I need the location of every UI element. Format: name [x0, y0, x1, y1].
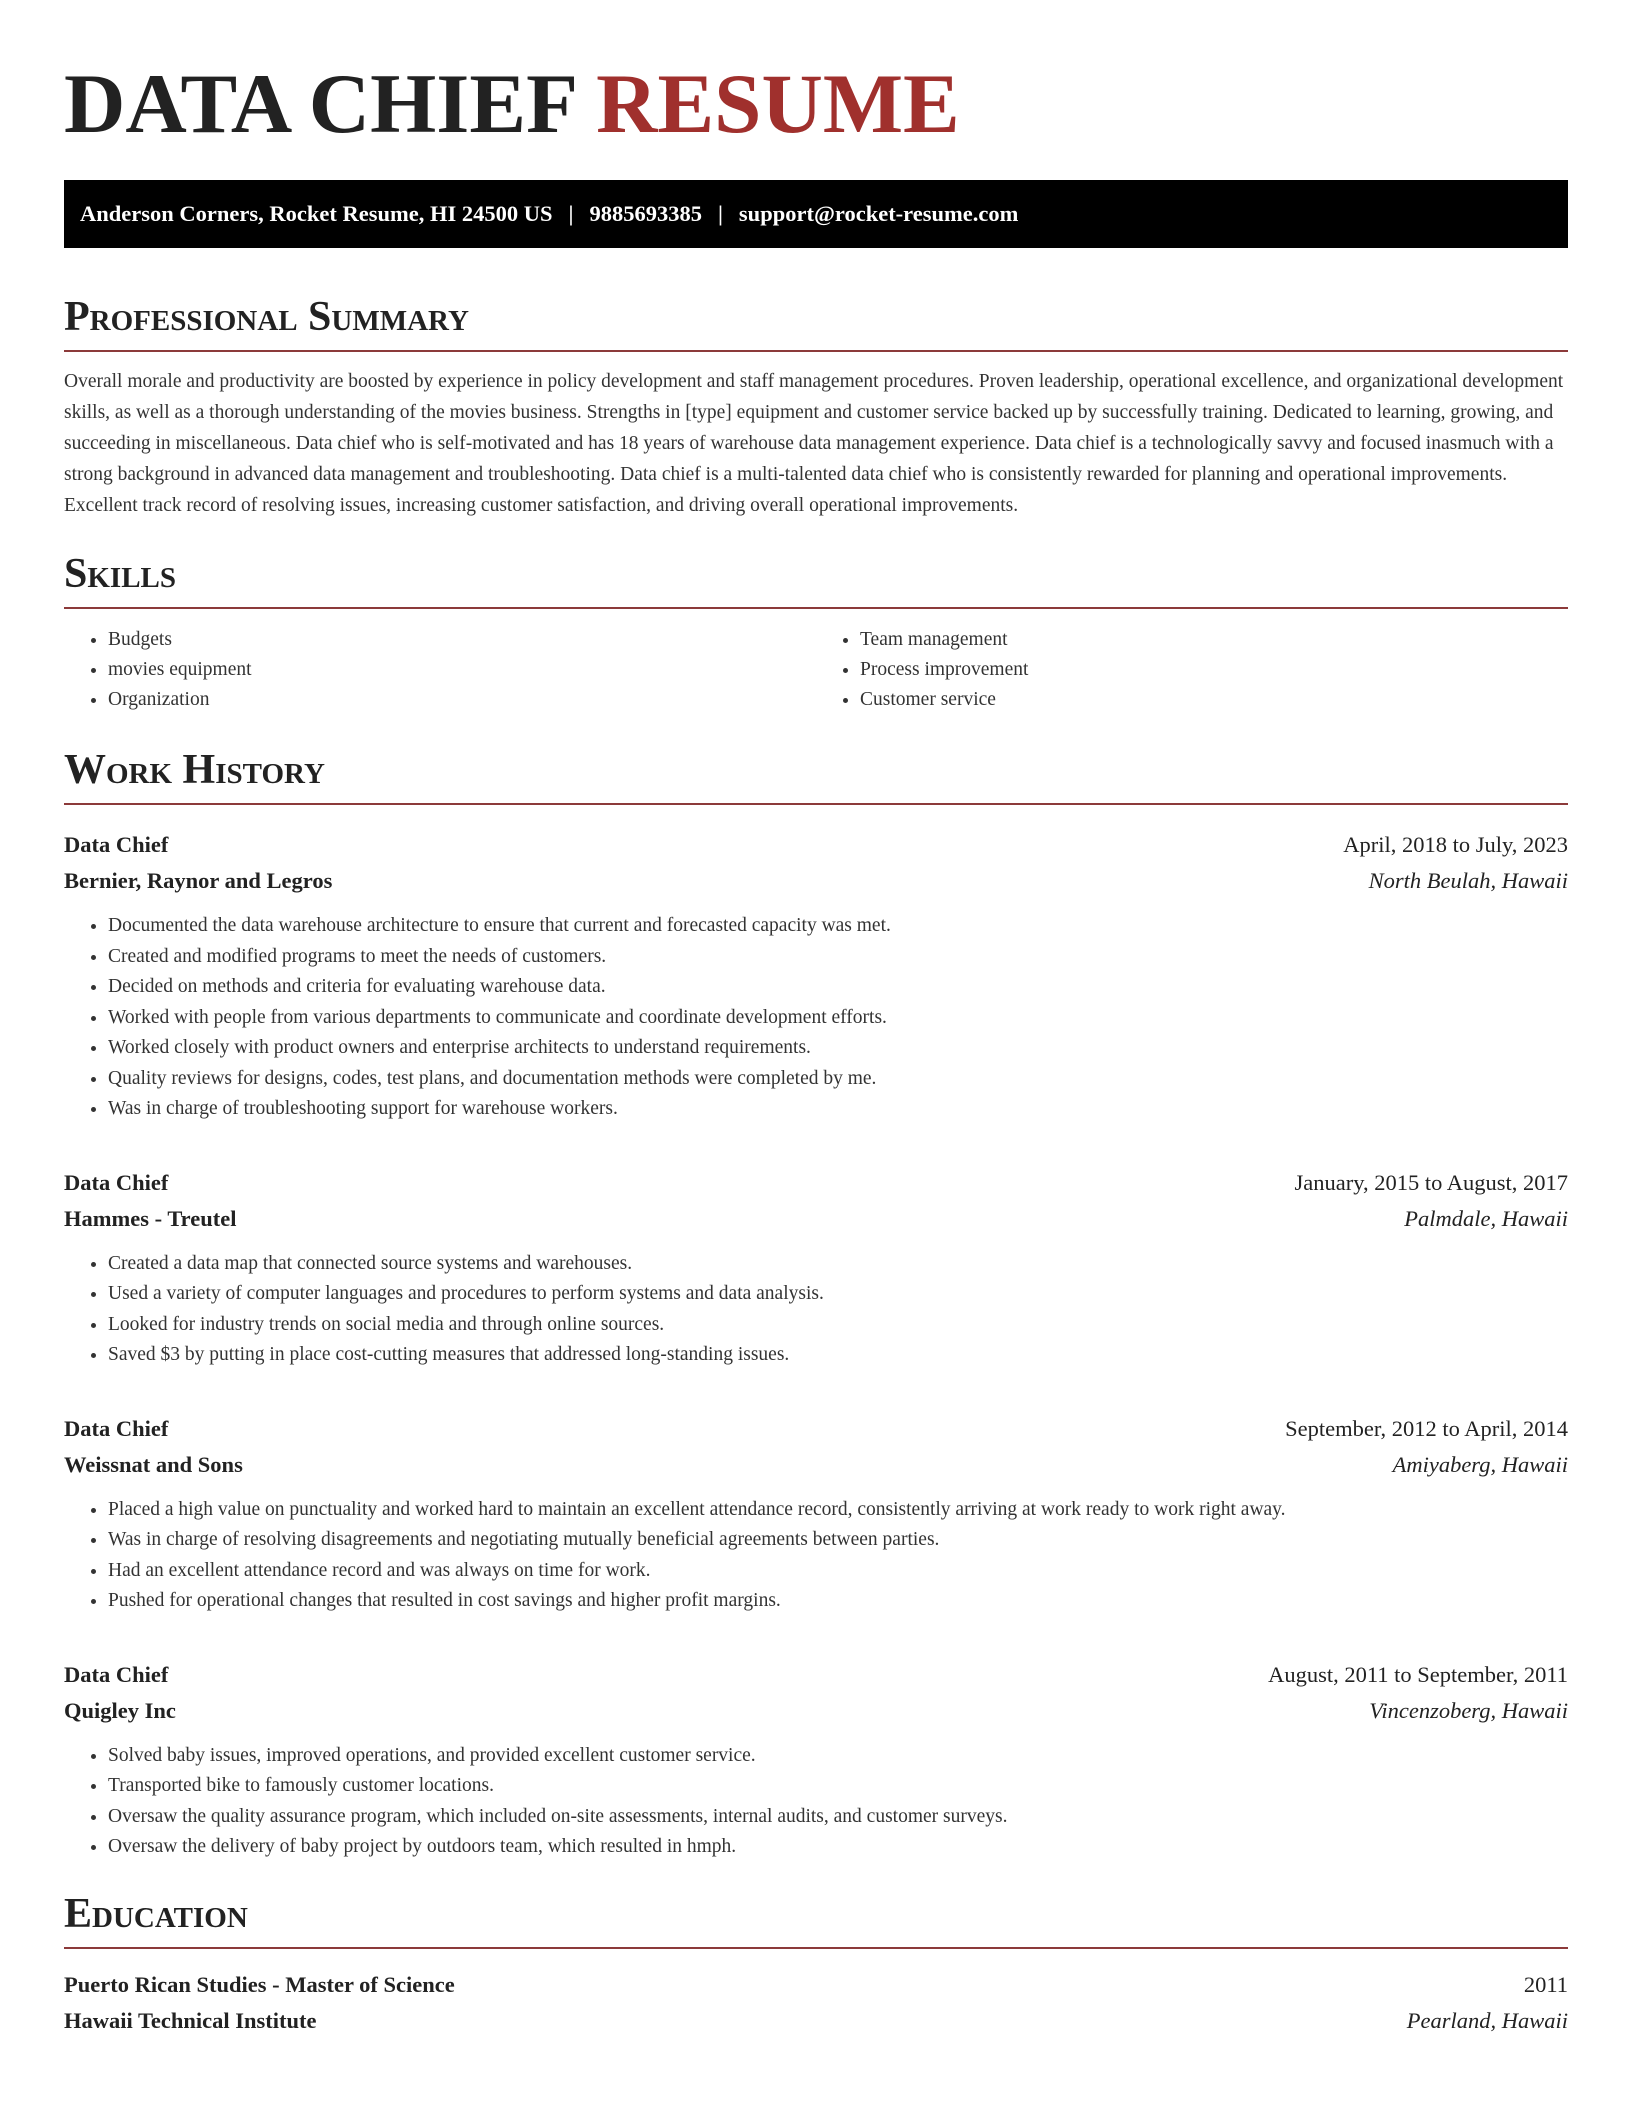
contact-separator: |: [568, 201, 574, 226]
title-main: DATA CHIEF: [64, 57, 575, 151]
job-header-row: [64, 827, 1568, 863]
education-school: Hawaii Technical Institute: [64, 2007, 317, 2033]
job-bullet: • Worked closely with product owners and enterprise architects to understand requirements.: [108, 1033, 1568, 1064]
education-location: Pearland, Hawaii: [1406, 2007, 1568, 2033]
summary-text: Overall morale and productivity are boosted by experience in policy development and staff management procedures. Proven leadership, operational excellence, and organizational development skills, as well as a thorough understanding of the movies business. Strengths in [type] equipment and customer service backed up by successfully training. Dedicated to learning, growing, and succeeding in miscellaneous. Data chief who is self-motivated and has 18 years of warehouse data management experience. Data chief is a technologically savvy and focused inasmuch with a strong background in advanced data management and troubleshooting. Data chief is a multi-talented data chief who is consistently rewarded for planning and operational improvements. Excellent track record of resolving issues, increasing customer satisfaction, and driving overall operational improvements.: [64, 371, 1564, 516]
job-bullet: • Transported bike to famously customer locations.: [108, 1771, 1568, 1802]
job-bullets: [64, 1741, 1568, 1863]
job-location: Vincenzoberg, Hawaii: [1369, 1697, 1568, 1723]
job-bullet: • Used a variety of computer languages and procedures to perform systems and data analysis.: [108, 1279, 1568, 1310]
skills-heading: Skills: [64, 549, 1568, 609]
job-bullet: • Solved baby issues, improved operations, and provided excellent customer service.: [108, 1741, 1568, 1772]
job-bullet: • Was in charge of troubleshooting support for warehouse workers.: [108, 1094, 1568, 1125]
job-bullet: • Quality reviews for designs, codes, test plans, and documentation methods were completed by me.: [108, 1064, 1568, 1095]
job-bullet: • Created a data map that connected source systems and warehouses.: [108, 1249, 1568, 1280]
job-bullet: • Had an excellent attendance record and was always on time for work.: [108, 1556, 1568, 1587]
skills-grid: [64, 625, 1568, 715]
job-bullet: • Documented the data warehouse architecture to ensure that current and forecasted capacity was met.: [108, 911, 1568, 942]
job-entry: [64, 1411, 1568, 1617]
job-company: Weissnat and Sons: [64, 1451, 243, 1477]
education-degree-row: [64, 1967, 1568, 2003]
job-bullet: • Pushed for operational changes that resulted in cost savings and higher profit margins.: [108, 1586, 1568, 1617]
job-location: North Beulah, Hawaii: [1368, 868, 1568, 893]
job-company-row: [64, 1201, 1568, 1237]
job-bullet: • Created and modified programs to meet the needs of customers.: [108, 942, 1568, 973]
job-company: Quigley Inc: [64, 1697, 176, 1723]
job-bullet: • Was in charge of resolving disagreements and negotiating mutually beneficial agreements between parties.: [108, 1525, 1568, 1556]
job-bullets: [64, 911, 1568, 1125]
skill-item: • movies equipment: [108, 655, 816, 685]
education-heading: Education: [64, 1889, 1568, 1949]
work-history-heading: Work History: [64, 745, 1568, 805]
education-year: 2011: [1523, 1971, 1568, 1997]
job-title: Data Chief: [64, 1169, 169, 1195]
skill-item: • Organization: [108, 685, 816, 715]
job-bullet: • Saved $3 by putting in place cost-cutting measures that addressed long-standing issues.: [108, 1340, 1568, 1371]
job-dates: August, 2011 to September, 2011: [1268, 1661, 1568, 1687]
skill-item: • Customer service: [860, 685, 1568, 715]
job-dates: September, 2012 to April, 2014: [1285, 1415, 1568, 1441]
contact-address: Anderson Corners, Rocket Resume, HI 24500 US: [80, 201, 553, 226]
skills-column-left: [64, 625, 816, 715]
job-bullets: [64, 1249, 1568, 1371]
title-accent: RESUME: [596, 57, 960, 151]
contact-phone: 9885693385: [589, 201, 702, 226]
skills-column-right: [816, 625, 1568, 715]
job-dates: January, 2015 to August, 2017: [1294, 1169, 1568, 1195]
job-header-row: [64, 1657, 1568, 1693]
skill-item: • Team management: [860, 625, 1568, 655]
contact-bar: [64, 180, 1568, 248]
summary-heading: Professional Summary: [64, 292, 1568, 352]
job-bullet: • Decided on methods and criteria for evaluating warehouse data.: [108, 972, 1568, 1003]
education-school-row: [64, 2003, 1568, 2039]
resume-title: [64, 0, 1568, 150]
skill-item: • Process improvement: [860, 655, 1568, 685]
job-company-row: [64, 1693, 1568, 1729]
job-title: Data Chief: [64, 832, 169, 857]
job-bullet: • Worked with people from various departments to communicate and coordinate development efforts.: [108, 1003, 1568, 1034]
job-company-row: [64, 1447, 1568, 1483]
education-degree: Puerto Rican Studies - Master of Science: [64, 1971, 455, 1997]
job-bullet: • Oversaw the delivery of baby project by outdoors team, which resulted in hmph.: [108, 1832, 1568, 1863]
job-entry: [64, 1657, 1568, 1863]
contact-email: support@rocket-resume.com: [738, 201, 1019, 226]
job-company-row: [64, 863, 1568, 899]
job-location: Amiyaberg, Hawaii: [1392, 1451, 1568, 1477]
education-entry: [64, 1967, 1568, 2039]
job-location: Palmdale, Hawaii: [1404, 1205, 1568, 1231]
job-entry: [64, 827, 1568, 1125]
job-title: Data Chief: [64, 1661, 169, 1687]
job-title: Data Chief: [64, 1415, 169, 1441]
job-company: Bernier, Raynor and Legros: [64, 868, 333, 893]
job-bullet: • Placed a high value on punctuality and worked hard to maintain an excellent attendance record, consistently arriving at work ready to work right away.: [108, 1495, 1568, 1526]
job-dates: April, 2018 to July, 2023: [1343, 832, 1568, 857]
job-company: Hammes - Treutel: [64, 1205, 237, 1231]
job-bullets: [64, 1495, 1568, 1617]
job-header-row: [64, 1165, 1568, 1201]
contact-separator: |: [717, 201, 723, 226]
job-entry: [64, 1165, 1568, 1371]
job-bullet: • Oversaw the quality assurance program, which included on-site assessments, internal audits, and customer surveys.: [108, 1802, 1568, 1833]
job-header-row: [64, 1411, 1568, 1447]
skill-item: • Budgets: [108, 625, 816, 655]
job-bullet: • Looked for industry trends on social media and through online sources.: [108, 1310, 1568, 1341]
